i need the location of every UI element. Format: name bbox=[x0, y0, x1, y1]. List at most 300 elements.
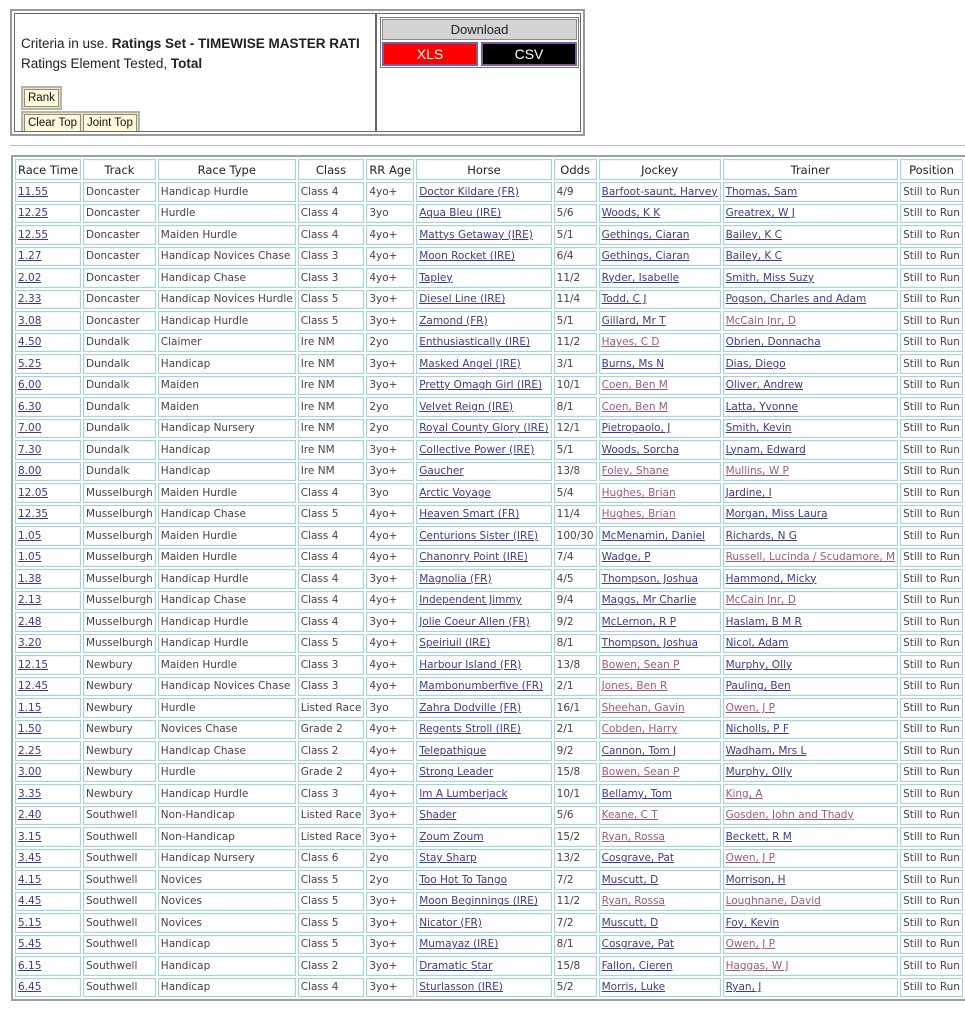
race-time-cell bbox=[15, 806, 81, 826]
trainer-link[interactable]: Nicol, Adam bbox=[725, 637, 789, 650]
rr-age-cell: 2yo bbox=[366, 419, 414, 439]
races-table-body bbox=[15, 182, 963, 997]
race-type-cell: Handicap Nursery bbox=[158, 849, 296, 869]
rr-age-cell: 3yo bbox=[366, 483, 414, 503]
race-time-link[interactable]: 6.15 bbox=[18, 959, 42, 972]
horse-link[interactable]: Moon Rocket (IRE) bbox=[419, 250, 515, 263]
jockey-cell bbox=[599, 548, 721, 568]
jockey-link[interactable]: Ryan, Rossa bbox=[601, 830, 665, 843]
trainer-link[interactable]: Nicholls, P F bbox=[725, 723, 789, 736]
jockey-cell bbox=[599, 505, 721, 525]
race-type-cell: Handicap bbox=[158, 440, 296, 460]
rr-age-cell: 2yo bbox=[366, 397, 414, 417]
horse-cell bbox=[416, 354, 551, 374]
table-row bbox=[15, 462, 963, 482]
trainer-link[interactable]: Owen, J P bbox=[725, 938, 775, 951]
trainer-link[interactable]: Bailey, K C bbox=[725, 250, 782, 263]
race-time-link[interactable]: 12.25 bbox=[18, 207, 49, 220]
trainer-cell bbox=[723, 892, 899, 912]
horse-link[interactable]: Chanonry Point (IRE) bbox=[419, 551, 528, 564]
race-time-link[interactable]: 1.50 bbox=[18, 723, 42, 736]
horse-link[interactable]: Gaucher bbox=[419, 465, 464, 478]
trainer-link[interactable]: Dias, Diego bbox=[725, 357, 786, 370]
jockey-link[interactable]: Coen, Ben M bbox=[601, 379, 668, 392]
jockey-link[interactable]: Todd, C J bbox=[601, 293, 647, 306]
horse-cell bbox=[416, 892, 551, 912]
horse-link[interactable]: Magnolia (FR) bbox=[419, 572, 492, 585]
horse-link[interactable]: Velvet Reign (IRE) bbox=[419, 400, 514, 413]
jockey-link[interactable]: Maggs, Mr Charlie bbox=[601, 594, 697, 607]
race-time-link[interactable]: 4.50 bbox=[18, 336, 42, 349]
table-row bbox=[15, 935, 963, 955]
position-cell: Still to Run bbox=[900, 204, 963, 224]
race-time-link[interactable]: 5.25 bbox=[18, 357, 42, 370]
position-cell: Still to Run bbox=[900, 784, 963, 804]
race-time-link[interactable]: 1.27 bbox=[18, 250, 42, 263]
race-type-cell: Handicap bbox=[158, 354, 296, 374]
jockey-link[interactable]: Hughes, Brian bbox=[601, 508, 676, 521]
horse-link[interactable]: Too Hot To Tango bbox=[419, 873, 508, 886]
table-row bbox=[15, 483, 963, 503]
jockey-cell bbox=[599, 462, 721, 482]
horse-cell bbox=[416, 677, 551, 697]
jockey-link[interactable]: Woods, Sorcha bbox=[601, 443, 680, 456]
horse-link[interactable]: Heaven Smart (FR) bbox=[419, 508, 520, 521]
horse-link[interactable]: Jolie Coeur Allen (FR) bbox=[419, 615, 530, 628]
horse-cell bbox=[416, 870, 551, 890]
race-type-cell: Handicap Hurdle bbox=[158, 612, 296, 632]
class-cell: Class 4 bbox=[298, 526, 365, 546]
trainer-link[interactable]: Beckett, R M bbox=[725, 830, 792, 843]
race-time-cell bbox=[15, 720, 81, 740]
trainer-link[interactable]: Ryan, J bbox=[725, 981, 762, 994]
odds-cell: 11/2 bbox=[554, 268, 597, 288]
horse-link[interactable]: Arctic Voyage bbox=[419, 486, 491, 499]
position-cell: Still to Run bbox=[900, 978, 963, 998]
race-time-link[interactable]: 1.38 bbox=[18, 572, 42, 585]
horse-link[interactable]: Masked Angel (IRE) bbox=[419, 357, 521, 370]
jockey-link[interactable]: Pietropaolo, J bbox=[601, 422, 671, 435]
trainer-link[interactable]: Pauling, Ben bbox=[725, 680, 791, 693]
trainer-link[interactable]: Loughnane, David bbox=[725, 895, 821, 908]
trainer-link[interactable]: Owen, J P bbox=[725, 852, 775, 865]
race-time-link[interactable]: 3.15 bbox=[18, 830, 42, 843]
odds-cell: 11/4 bbox=[554, 505, 597, 525]
table-row bbox=[15, 397, 963, 417]
trainer-link[interactable]: Morgan, Miss Laura bbox=[725, 508, 828, 521]
race-type-cell: Novices bbox=[158, 870, 296, 890]
race-time-cell bbox=[15, 440, 81, 460]
trainer-link[interactable]: Jardine, I bbox=[725, 486, 772, 499]
horse-link[interactable]: Strong Leader bbox=[419, 766, 494, 779]
rr-age-cell: 4yo+ bbox=[366, 720, 414, 740]
jockey-cell bbox=[599, 483, 721, 503]
track-cell: Southwell bbox=[83, 827, 156, 847]
jockey-link[interactable]: Wadge, P bbox=[601, 551, 651, 564]
horse-link[interactable]: Regents Stroll (IRE) bbox=[419, 723, 521, 736]
jockey-cell bbox=[599, 526, 721, 546]
trainer-cell bbox=[723, 483, 899, 503]
track-cell: Southwell bbox=[83, 978, 156, 998]
rr-age-cell: 3yo+ bbox=[366, 290, 414, 310]
horse-cell bbox=[416, 225, 551, 245]
jockey-link[interactable]: Sheehan, Gavin bbox=[601, 701, 685, 714]
jockey-link[interactable]: Keane, C T bbox=[601, 809, 658, 822]
rr-age-cell: 3yo bbox=[366, 204, 414, 224]
race-time-link[interactable]: 4.15 bbox=[18, 873, 42, 886]
race-time-link[interactable]: 3.45 bbox=[18, 852, 42, 865]
rr-age-cell: 3yo+ bbox=[366, 569, 414, 589]
horse-link[interactable]: Mumayaz (IRE) bbox=[419, 938, 499, 951]
trainer-cell bbox=[723, 225, 899, 245]
trainer-link[interactable]: Latta, Yvonne bbox=[725, 400, 799, 413]
class-cell: Class 4 bbox=[298, 225, 365, 245]
horse-cell bbox=[416, 978, 551, 998]
rr-age-cell: 2yo bbox=[366, 849, 414, 869]
rr-age-cell: 4yo+ bbox=[366, 655, 414, 675]
track-cell: Dundalk bbox=[83, 354, 156, 374]
table-row bbox=[15, 698, 963, 718]
trainer-link[interactable]: Bailey, K C bbox=[725, 228, 782, 241]
trainer-link[interactable]: Pogson, Charles and Adam bbox=[725, 293, 867, 306]
race-time-link[interactable]: 1.05 bbox=[18, 551, 42, 564]
jockey-link[interactable]: Gethings, Ciaran bbox=[601, 228, 690, 241]
table-row bbox=[15, 763, 963, 783]
trainer-link[interactable]: Russell, Lucinda / Scudamore, M bbox=[725, 551, 896, 564]
jockey-link[interactable]: Ryder, Isabelle bbox=[601, 271, 680, 284]
track-cell: Southwell bbox=[83, 956, 156, 976]
jockey-link[interactable]: McLernon, R P bbox=[601, 615, 677, 628]
class-cell: Ire NM bbox=[298, 419, 365, 439]
jockey-link[interactable]: Cosgrave, Pat bbox=[601, 938, 675, 951]
horse-link[interactable]: Mattys Getaway (IRE) bbox=[419, 228, 533, 241]
table-row bbox=[15, 827, 963, 847]
trainer-link[interactable]: Smith, Kevin bbox=[725, 422, 792, 435]
odds-cell: 2/1 bbox=[554, 677, 597, 697]
race-time-link[interactable]: 2.25 bbox=[18, 744, 42, 757]
rr-age-cell: 4yo+ bbox=[366, 763, 414, 783]
race-type-cell: Handicap Chase bbox=[158, 268, 296, 288]
horse-link[interactable]: Stay Sharp bbox=[419, 852, 477, 865]
race-time-link[interactable]: 3.00 bbox=[18, 766, 42, 779]
trainer-cell bbox=[723, 677, 899, 697]
table-row bbox=[15, 677, 963, 697]
table-row bbox=[15, 204, 963, 224]
jockey-link[interactable]: Bowen, Sean P bbox=[601, 658, 680, 671]
horse-link[interactable]: Pretty Omagh Girl (IRE) bbox=[419, 379, 543, 392]
trainer-link[interactable]: Owen, J P bbox=[725, 701, 775, 714]
race-time-link[interactable]: 6.45 bbox=[18, 981, 42, 994]
race-time-link[interactable]: 12.55 bbox=[18, 228, 49, 241]
trainer-link[interactable]: Lynam, Edward bbox=[725, 443, 806, 456]
jockey-link[interactable]: Bellamy, Tom bbox=[601, 787, 672, 800]
horse-link[interactable]: Moon Beginnings (IRE) bbox=[419, 895, 538, 908]
jockey-link[interactable]: Cobden, Harry bbox=[601, 723, 678, 736]
rank-button[interactable]: Rank bbox=[24, 89, 59, 107]
race-type-cell: Handicap bbox=[158, 462, 296, 482]
odds-cell: 4/5 bbox=[554, 569, 597, 589]
header-race-type: Race Type bbox=[158, 159, 296, 180]
race-time-link[interactable]: 12.35 bbox=[18, 508, 49, 521]
odds-cell: 5/1 bbox=[554, 311, 597, 331]
trainer-link[interactable]: Hammond, Micky bbox=[725, 572, 817, 585]
position-cell: Still to Run bbox=[900, 677, 963, 697]
race-time-link[interactable]: 1.05 bbox=[18, 529, 42, 542]
trainer-cell bbox=[723, 569, 899, 589]
table-row bbox=[15, 290, 963, 310]
trainer-cell bbox=[723, 956, 899, 976]
race-type-cell: Maiden Hurdle bbox=[158, 548, 296, 568]
race-time-cell bbox=[15, 634, 81, 654]
horse-link[interactable]: Zoum Zoum bbox=[419, 830, 484, 843]
jockey-link[interactable]: Cannon, Tom J bbox=[601, 744, 677, 757]
position-cell: Still to Run bbox=[900, 397, 963, 417]
race-time-link[interactable]: 5.45 bbox=[18, 938, 42, 951]
race-time-cell bbox=[15, 827, 81, 847]
jockey-link[interactable]: Gillard, Mr T bbox=[601, 314, 666, 327]
header-position: Position bbox=[900, 159, 963, 180]
jockey-link[interactable]: Cosgrave, Pat bbox=[601, 852, 675, 865]
race-type-cell: Handicap Hurdle bbox=[158, 569, 296, 589]
trainer-link[interactable]: Smith, Miss Suzy bbox=[725, 271, 815, 284]
race-time-cell bbox=[15, 741, 81, 761]
race-time-cell bbox=[15, 892, 81, 912]
horse-link[interactable]: Dramatic Star bbox=[419, 959, 493, 972]
race-time-link[interactable]: 2.02 bbox=[18, 271, 42, 284]
rr-age-cell: 2yo bbox=[366, 870, 414, 890]
race-time-link[interactable]: 11.55 bbox=[18, 185, 49, 198]
horse-cell bbox=[416, 741, 551, 761]
race-time-link[interactable]: 4.45 bbox=[18, 895, 42, 908]
trainer-cell bbox=[723, 720, 899, 740]
horse-link[interactable]: Collective Power (IRE) bbox=[419, 443, 535, 456]
trainer-link[interactable]: Obrien, Donnacha bbox=[725, 336, 821, 349]
race-type-cell: Handicap bbox=[158, 978, 296, 998]
jockey-link[interactable]: Woods, K K bbox=[601, 207, 661, 220]
horse-link[interactable]: Independent Jimmy bbox=[419, 594, 522, 607]
class-cell: Ire NM bbox=[298, 397, 365, 417]
horse-link[interactable]: Royal County Glory (IRE) bbox=[419, 422, 549, 435]
odds-cell: 5/6 bbox=[554, 806, 597, 826]
class-cell: Class 6 bbox=[298, 849, 365, 869]
trainer-cell bbox=[723, 462, 899, 482]
download-csv-button[interactable]: CSV bbox=[481, 42, 577, 66]
race-time-cell bbox=[15, 483, 81, 503]
rr-age-cell: 3yo+ bbox=[366, 462, 414, 482]
jockey-cell bbox=[599, 935, 721, 955]
race-time-link[interactable]: 6.00 bbox=[18, 379, 42, 392]
horse-link[interactable]: Tapley bbox=[419, 271, 453, 284]
horse-cell bbox=[416, 698, 551, 718]
jockey-link[interactable]: Muscutt, D bbox=[601, 916, 659, 929]
race-time-link[interactable]: 3.35 bbox=[18, 787, 42, 800]
horse-cell bbox=[416, 204, 551, 224]
horse-cell bbox=[416, 268, 551, 288]
race-time-link[interactable]: 2.48 bbox=[18, 615, 42, 628]
criteria-prefix: Criteria in use. bbox=[21, 36, 112, 51]
trainer-link[interactable]: McCain Jnr, D bbox=[725, 314, 796, 327]
horse-link[interactable]: Zahra Dodville (FR) bbox=[419, 701, 522, 714]
race-type-cell: Handicap Hurdle bbox=[158, 182, 296, 202]
rr-age-cell: 3yo+ bbox=[366, 612, 414, 632]
position-cell: Still to Run bbox=[900, 290, 963, 310]
element-prefix: Ratings Element Tested, bbox=[21, 56, 171, 71]
table-row bbox=[15, 849, 963, 869]
race-time-link[interactable]: 2.33 bbox=[18, 293, 42, 306]
horse-link[interactable]: Sturlasson (IRE) bbox=[419, 981, 503, 994]
jockey-link[interactable]: Hughes, Brian bbox=[601, 486, 676, 499]
race-time-link[interactable]: 8.00 bbox=[18, 465, 42, 478]
trainer-link[interactable]: Thomas, Sam bbox=[725, 185, 798, 198]
class-cell: Class 5 bbox=[298, 290, 365, 310]
race-time-cell bbox=[15, 247, 81, 267]
jockey-link[interactable]: Burns, Ms N bbox=[601, 357, 665, 370]
trainer-link[interactable]: Wadham, Mrs L bbox=[725, 744, 807, 757]
horse-link[interactable]: Shader bbox=[419, 809, 457, 822]
clear-top-button[interactable]: Clear Top bbox=[24, 114, 81, 131]
jockey-link[interactable]: Barfoot-saunt, Harvey bbox=[601, 185, 718, 198]
trainer-link[interactable]: Murphy, Olly bbox=[725, 766, 793, 779]
race-time-link[interactable]: 5.15 bbox=[18, 916, 42, 929]
table-row bbox=[15, 526, 963, 546]
trainer-cell bbox=[723, 784, 899, 804]
position-cell: Still to Run bbox=[900, 483, 963, 503]
jockey-link[interactable]: Jones, Ben R bbox=[601, 680, 668, 693]
jockey-link[interactable]: McMenamin, Daniel bbox=[601, 529, 705, 542]
race-time-link[interactable]: 7.30 bbox=[18, 443, 42, 456]
rr-age-cell: 3yo+ bbox=[366, 440, 414, 460]
jockey-link[interactable]: Ryan, Rossa bbox=[601, 895, 665, 908]
horse-link[interactable]: Nicator (FR) bbox=[419, 916, 482, 929]
horse-link[interactable]: Doctor Kildare (FR) bbox=[419, 185, 519, 198]
track-cell: Dundalk bbox=[83, 440, 156, 460]
trainer-link[interactable]: Richards, N G bbox=[725, 529, 797, 542]
horse-cell bbox=[416, 247, 551, 267]
jockey-link[interactable]: Fallon, Cieren bbox=[601, 959, 673, 972]
table-row bbox=[15, 741, 963, 761]
criteria-text bbox=[21, 34, 360, 74]
horse-link[interactable]: Mambonumberfive (FR) bbox=[419, 680, 544, 693]
trainer-cell bbox=[723, 870, 899, 890]
jockey-cell bbox=[599, 655, 721, 675]
trainer-link[interactable]: Morrison, H bbox=[725, 873, 786, 886]
position-cell: Still to Run bbox=[900, 569, 963, 589]
race-time-link[interactable]: 2.40 bbox=[18, 809, 42, 822]
class-cell: Class 5 bbox=[298, 505, 365, 525]
trainer-link[interactable]: Gosden, John and Thady bbox=[725, 809, 854, 822]
trainer-cell bbox=[723, 655, 899, 675]
jockey-link[interactable]: Hayes, C D bbox=[601, 336, 660, 349]
race-type-cell: Handicap Nursery bbox=[158, 419, 296, 439]
trainer-cell bbox=[723, 698, 899, 718]
race-time-cell bbox=[15, 612, 81, 632]
horse-link[interactable]: Speiriuil (IRE) bbox=[419, 637, 491, 650]
odds-cell: 5/1 bbox=[554, 225, 597, 245]
jockey-link[interactable]: Muscutt, D bbox=[601, 873, 659, 886]
race-time-link[interactable]: 3.08 bbox=[18, 314, 42, 327]
class-cell: Class 5 bbox=[298, 935, 365, 955]
odds-cell: 9/2 bbox=[554, 612, 597, 632]
class-cell: Class 4 bbox=[298, 569, 365, 589]
odds-cell: 9/4 bbox=[554, 591, 597, 611]
horse-link[interactable]: Telepathique bbox=[419, 744, 487, 757]
jockey-cell bbox=[599, 591, 721, 611]
download-xls-button[interactable]: XLS bbox=[382, 42, 478, 66]
horse-link[interactable]: Zamond (FR) bbox=[419, 314, 488, 327]
trainer-link[interactable]: Mullins, W P bbox=[725, 465, 789, 478]
trainer-link[interactable]: Foy, Kevin bbox=[725, 916, 780, 929]
horse-link[interactable]: Im A Lumberjack bbox=[419, 787, 508, 800]
horse-cell bbox=[416, 784, 551, 804]
race-time-link[interactable]: 12.15 bbox=[18, 658, 49, 671]
race-time-link[interactable]: 1.15 bbox=[18, 701, 42, 714]
race-time-cell bbox=[15, 784, 81, 804]
position-cell: Still to Run bbox=[900, 462, 963, 482]
horse-link[interactable]: Enthusiastically (IRE) bbox=[419, 336, 531, 349]
jockey-cell bbox=[599, 892, 721, 912]
trainer-link[interactable]: Greatrex, W J bbox=[725, 207, 795, 220]
trainer-link[interactable]: Oliver, Andrew bbox=[725, 379, 803, 392]
race-type-cell: Maiden bbox=[158, 376, 296, 396]
position-cell: Still to Run bbox=[900, 870, 963, 890]
rr-age-cell: 3yo+ bbox=[366, 935, 414, 955]
jockey-cell bbox=[599, 806, 721, 826]
trainer-cell bbox=[723, 849, 899, 869]
race-type-cell: Novices Chase bbox=[158, 720, 296, 740]
race-time-link[interactable]: 6.30 bbox=[18, 400, 42, 413]
class-cell: Listed Race bbox=[298, 806, 365, 826]
jockey-link[interactable]: Coen, Ben M bbox=[601, 400, 668, 413]
trainer-link[interactable]: McCain Jnr, D bbox=[725, 594, 796, 607]
trainer-link[interactable]: Haslam, B M R bbox=[725, 615, 802, 628]
position-cell: Still to Run bbox=[900, 698, 963, 718]
trainer-cell bbox=[723, 505, 899, 525]
joint-top-button[interactable]: Joint Top bbox=[83, 114, 137, 131]
race-time-link[interactable]: 12.05 bbox=[18, 486, 49, 499]
jockey-cell bbox=[599, 182, 721, 202]
horse-link[interactable]: Centurions Sister (IRE) bbox=[419, 529, 539, 542]
class-cell: Ire NM bbox=[298, 376, 365, 396]
track-cell: Dundalk bbox=[83, 376, 156, 396]
jockey-link[interactable]: Gethings, Ciaran bbox=[601, 250, 690, 263]
race-time-link[interactable]: 2.13 bbox=[18, 594, 42, 607]
trainer-link[interactable]: Haggas, W J bbox=[725, 959, 789, 972]
jockey-cell bbox=[599, 311, 721, 331]
race-time-link[interactable]: 12.45 bbox=[18, 680, 49, 693]
trainer-link[interactable]: King, A bbox=[725, 787, 763, 800]
trainer-link[interactable]: Murphy, Olly bbox=[725, 658, 793, 671]
position-cell: Still to Run bbox=[900, 333, 963, 353]
trainer-cell bbox=[723, 311, 899, 331]
race-time-link[interactable]: 7.00 bbox=[18, 422, 42, 435]
jockey-link[interactable]: Bowen, Sean P bbox=[601, 766, 680, 779]
trainer-cell bbox=[723, 806, 899, 826]
jockey-link[interactable]: Thompson, Joshua bbox=[601, 637, 698, 650]
trainer-cell bbox=[723, 268, 899, 288]
horse-link[interactable]: Diesel Line (IRE) bbox=[419, 293, 506, 306]
rank-button-group bbox=[21, 86, 62, 110]
horse-link[interactable]: Aqua Bleu (IRE) bbox=[419, 207, 502, 220]
race-time-link[interactable]: 3.20 bbox=[18, 637, 42, 650]
horse-link[interactable]: Harbour Island (FR) bbox=[419, 658, 522, 671]
jockey-link[interactable]: Foley, Shane bbox=[601, 465, 669, 478]
race-type-cell: Hurdle bbox=[158, 763, 296, 783]
race-type-cell: Hurdle bbox=[158, 698, 296, 718]
jockey-link[interactable]: Morris, Luke bbox=[601, 981, 666, 994]
jockey-cell bbox=[599, 440, 721, 460]
download-panel bbox=[380, 17, 579, 68]
jockey-link[interactable]: Thompson, Joshua bbox=[601, 572, 698, 585]
